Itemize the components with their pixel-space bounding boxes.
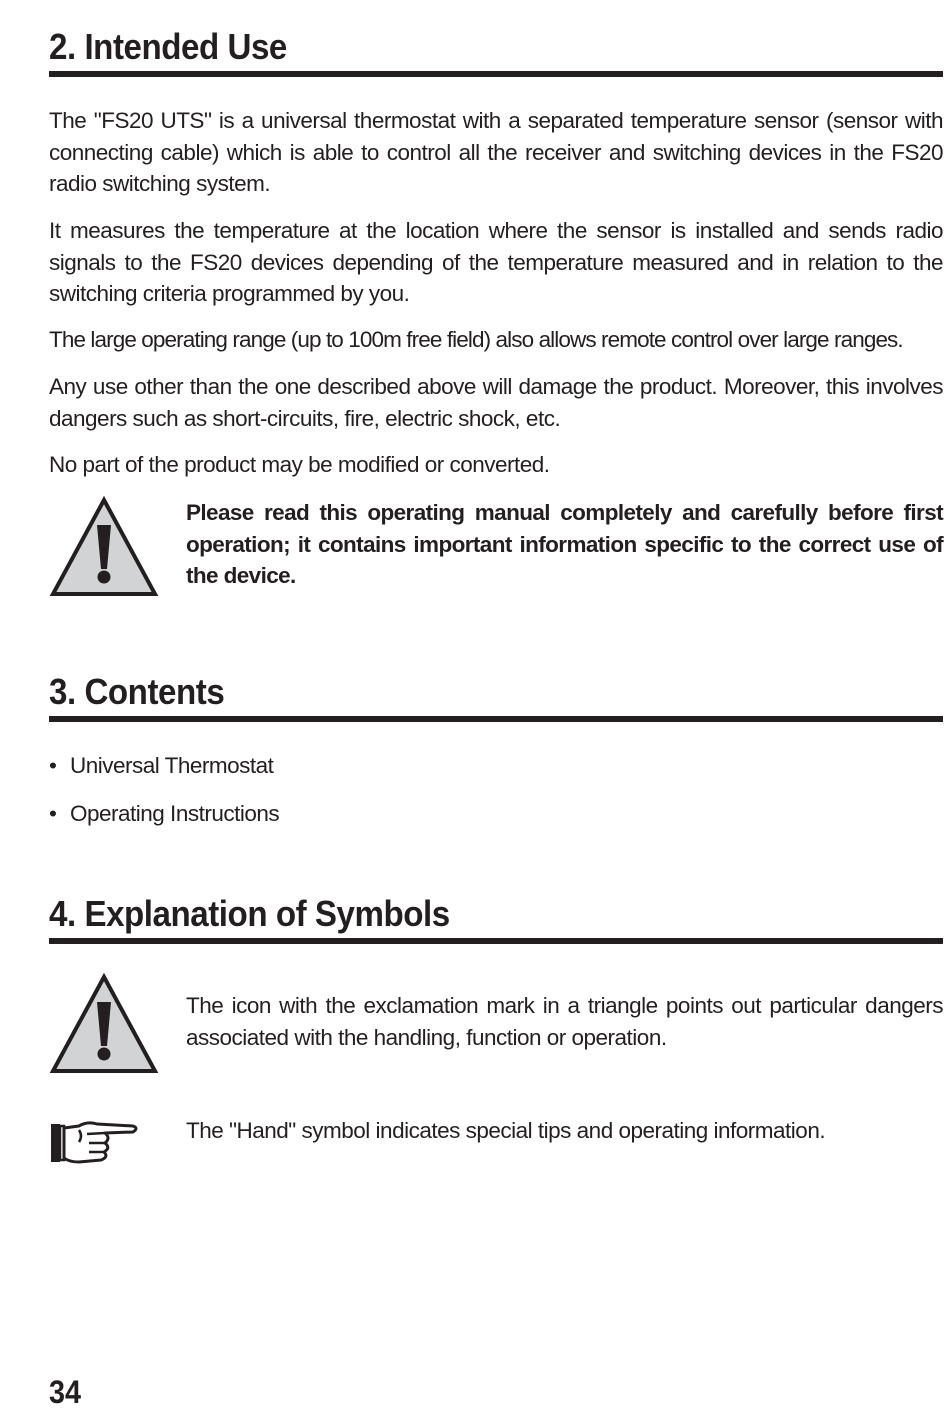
section-rule — [49, 716, 943, 722]
section-title-symbols: 4. Explanation of Symbols — [49, 893, 450, 934]
warning-symbol-description: The icon with the exclamation mark in a triangle points out particular dangers associated with the handling, function or operation. — [186, 993, 943, 1050]
page-number: 34 — [49, 1374, 82, 1410]
section-title-intended-use: 2. Intended Use — [49, 26, 287, 67]
bullet-marker: • — [49, 801, 57, 826]
warning-triangle-icon — [48, 972, 160, 1081]
section-rule — [49, 71, 943, 77]
contents-item-label: Universal Thermostat — [70, 753, 274, 778]
intended-use-paragraph-4: Any use other than the one described above will damage the product. Moreover, this involves dangers such as short-circuits, fire, electric shock, etc. — [49, 374, 943, 431]
intended-use-paragraph-1: The "FS20 UTS" is a universal thermostat with a separated temperature sensor (sensor with connecting cable) which is able to control all the receiver and switching devices in the FS20 radio switching system. — [49, 108, 943, 196]
intended-use-paragraph-5: No part of the product may be modified or converted. — [49, 452, 550, 477]
warning-triangle-icon — [48, 495, 160, 604]
contents-list-item — [49, 751, 273, 781]
contents-item-label: Operating Instructions — [70, 801, 280, 826]
pointing-hand-icon — [49, 1118, 141, 1173]
intended-use-paragraph-2: It measures the temperature at the location where the sensor is installed and sends radio signals to the FS20 devices depending of the temperature measured and in relation to the switching criteria programmed by you. — [49, 218, 943, 306]
contents-list-item — [49, 799, 279, 829]
warning-note: Please read this operating manual completely and carefully before first operation; it contains important information specific to the correct use of the device. — [186, 500, 943, 588]
hand-symbol-description: The "Hand" symbol indicates special tips and operating information. — [186, 1118, 826, 1143]
section-title-contents: 3. Contents — [49, 671, 225, 712]
intended-use-paragraph-3: The large operating range (up to 100m free field) also allows remote control over large ranges. — [49, 327, 903, 352]
bullet-marker: • — [49, 753, 57, 778]
section-rule — [49, 938, 943, 944]
